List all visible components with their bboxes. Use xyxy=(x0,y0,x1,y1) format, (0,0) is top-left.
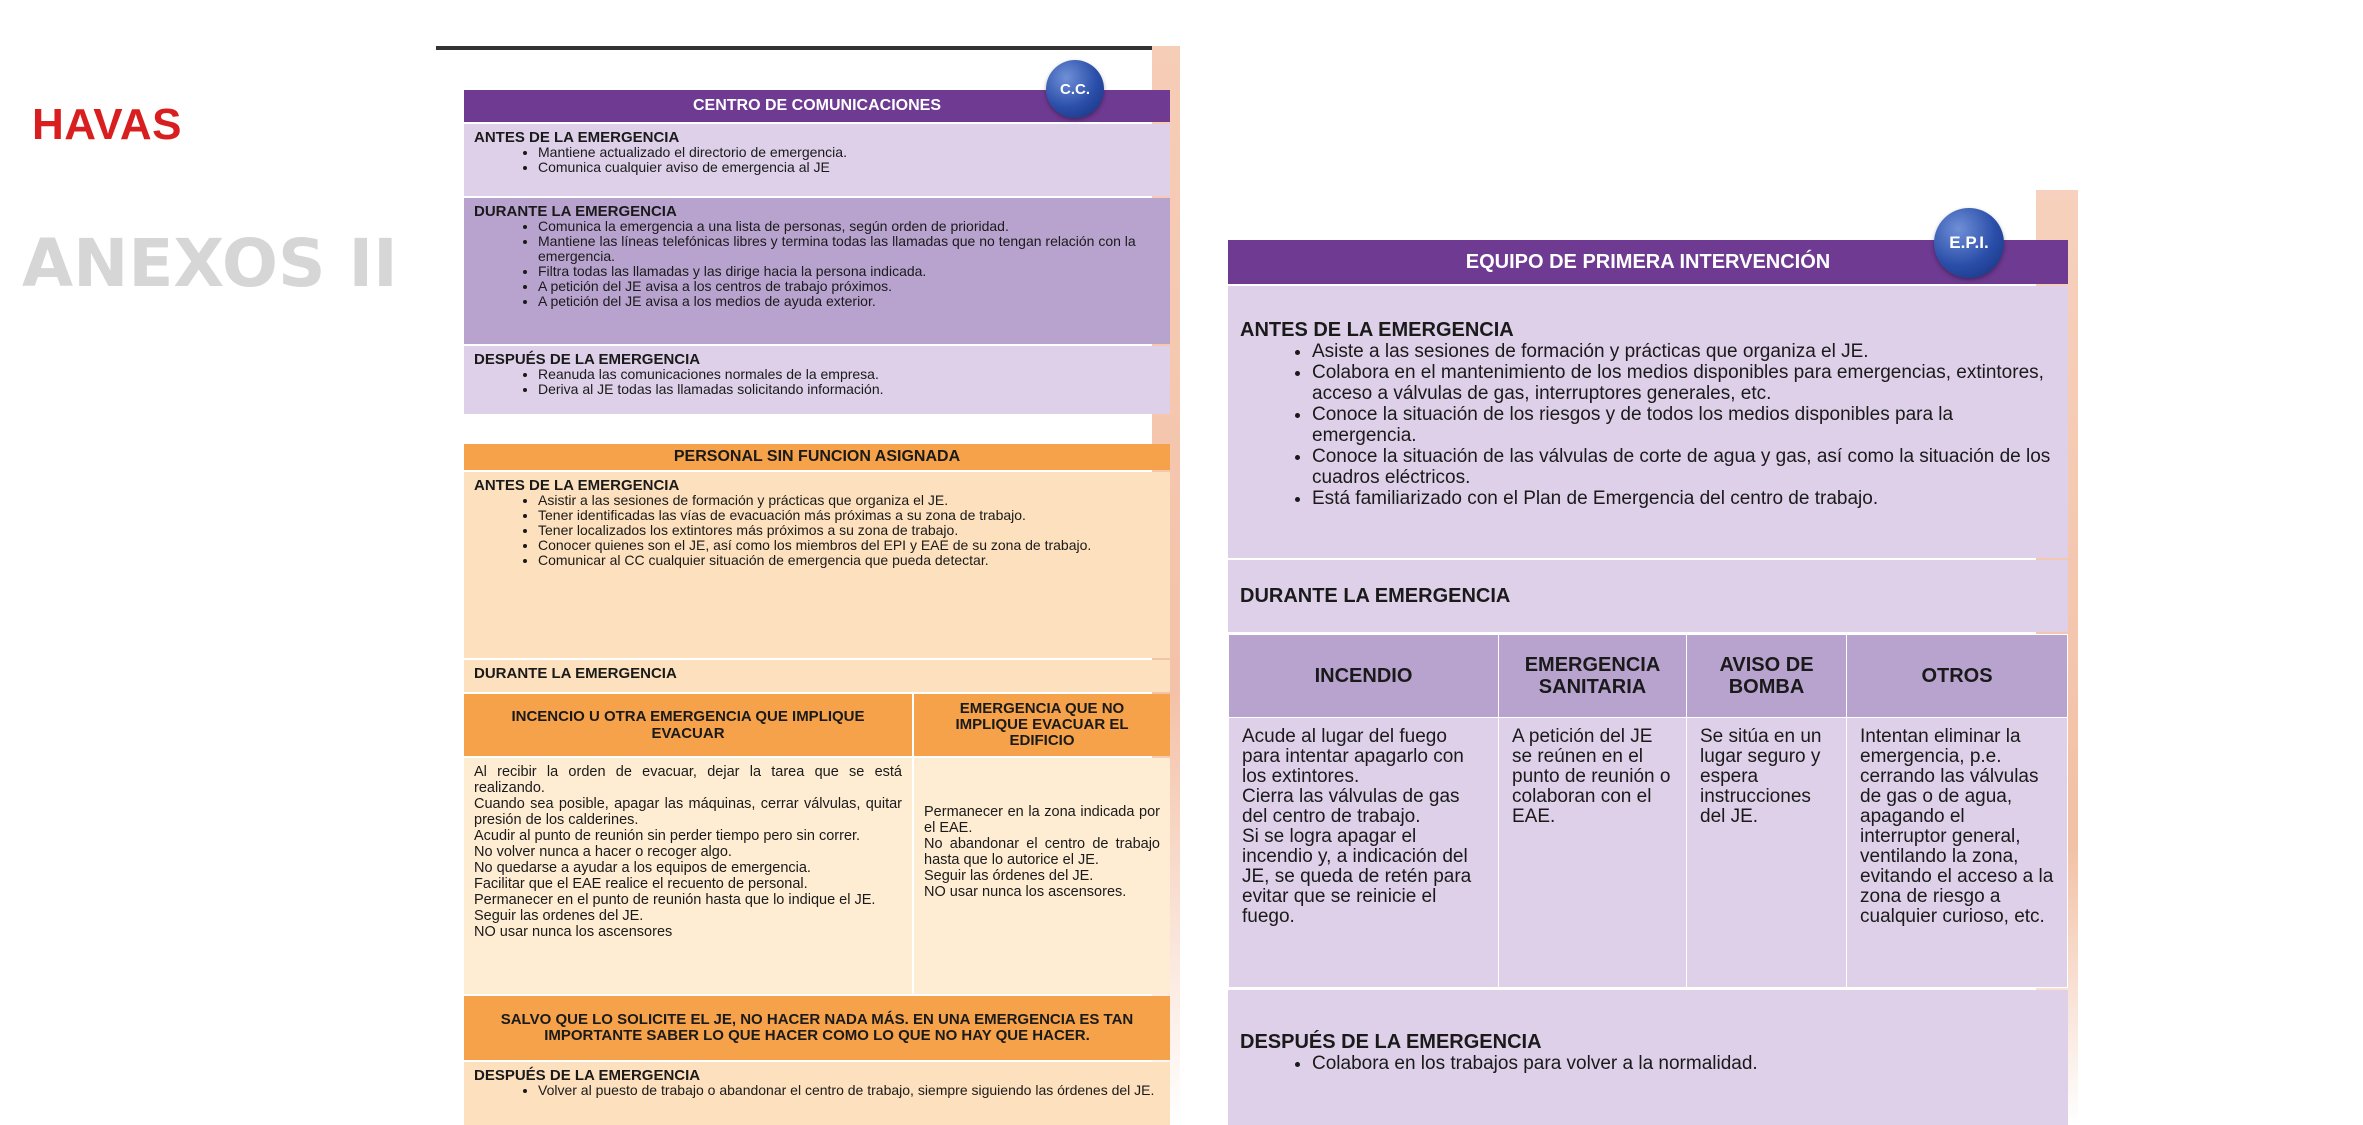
epi-antes-title: ANTES DE LA EMERGENCIA xyxy=(1240,319,1514,341)
table-header: INCENDIO xyxy=(1314,664,1413,687)
epi-table-header-cell xyxy=(1499,635,1687,718)
cc-header: CENTRO DE COMUNICACIONES xyxy=(464,90,1170,122)
epi-table-header-cell xyxy=(1847,635,2068,718)
table-line: A petición del JE se reúnen en el punto de reunión o colaboran con el EAE. xyxy=(1512,726,1671,827)
psfa-table-header xyxy=(464,694,1170,756)
list-item: • Volver al puesto de trabajo o abandonar el centro de trabajo, siempre siguiendo las órdenes del JE. xyxy=(538,1083,1160,1098)
table-cell xyxy=(1687,718,1847,988)
cc-badge: C.C. xyxy=(1046,60,1104,118)
list-item: • Filtra todas las llamadas y las dirige hacia la persona indicada. xyxy=(538,264,1160,279)
list-item: • Tener identificadas las vías de evacuación más próximas a su zona de trabajo. xyxy=(538,508,1160,523)
epi-despues-title: DESPUÉS DE LA EMERGENCIA xyxy=(1240,1031,1542,1053)
psfa-table-body xyxy=(464,758,1170,994)
table-line: evitando el acceso a la zona de riesgo a cualquier curioso, etc. xyxy=(1860,866,2054,927)
cc-durante-block xyxy=(464,198,1170,344)
list-item: • Comunica cualquier aviso de emergencia al JE xyxy=(538,160,1160,175)
table-line: Facilitar que el EAE realice el recuento de personal. xyxy=(474,876,808,892)
epi-table xyxy=(1228,634,2068,988)
list-item: • Colabora en el mantenimiento de los medios disponibles para emergencias, extintores, acceso a válvulas de gas, interruptores generales, etc. xyxy=(1312,362,2056,404)
psfa-despues-title: DESPUÉS DE LA EMERGENCIA xyxy=(474,1067,701,1084)
cc-despues-block xyxy=(464,346,1170,414)
table-line: Seguir las órdenes del JE. xyxy=(924,868,1094,884)
list-item: • Conocer quienes son el JE, así como los miembros del EPI y EAE de su zona de trabajo. xyxy=(538,538,1160,553)
table-line: No abandonar el centro de trabajo hasta que lo autorice el JE. xyxy=(924,836,1160,868)
psfa-antes-title: ANTES DE LA EMERGENCIA xyxy=(474,477,680,494)
epi-despues-block xyxy=(1228,990,2068,1125)
list-item: • Conoce la situación de las válvulas de corte de agua y gas, así como la situación de los cuadros eléctricos. xyxy=(1312,446,2056,488)
cc-psfa-document xyxy=(436,46,1180,1125)
table-line: Acudir al punto de reunión sin perder tiempo pero sin correr. xyxy=(474,828,861,844)
list-item: • Mantiene actualizado el directorio de emergencia. xyxy=(538,145,1160,160)
list-item: • Tener localizados los extintores más próximos a su zona de trabajo. xyxy=(538,523,1160,538)
table-header: OTROS xyxy=(1921,664,1993,687)
list-item: • Asiste a las sesiones de formación y prácticas que organiza el JE. xyxy=(1312,341,2056,362)
table-line: No volver nunca a hacer o recoger algo. xyxy=(474,844,732,860)
table-header: EMERGENCIA SANITARIA xyxy=(1524,654,1661,698)
table-line: NO usar nunca los ascensores xyxy=(474,924,673,940)
psfa-durante-title: DURANTE LA EMERGENCIA xyxy=(474,665,677,682)
table-line: Acude al lugar del fuego para intentar apagarlo con los extintores. xyxy=(1242,726,1464,787)
cc-durante-title: DURANTE LA EMERGENCIA xyxy=(474,203,677,220)
epi-antes-block xyxy=(1228,286,2068,558)
table-cell xyxy=(1229,718,1499,988)
havas-logo: HAVAS xyxy=(32,100,182,149)
psfa-col1-cell xyxy=(464,758,912,994)
psfa-col1-header: INCENCIO U OTRA EMERGENCIA QUE IMPLIQUE EVACUAR xyxy=(464,694,912,756)
table-header: AVISO DE BOMBA xyxy=(1719,654,1814,698)
epi-durante-block xyxy=(1228,560,2068,632)
epi-table-header-cell xyxy=(1687,635,1847,718)
psfa-header: PERSONAL SIN FUNCION ASIGNADA xyxy=(464,444,1170,470)
table-cell xyxy=(1847,718,2068,988)
epi-badge: E.P.I. xyxy=(1934,208,2004,278)
list-item: • Reanuda las comunicaciones normales de la empresa. xyxy=(538,367,1160,382)
list-item: • Colabora en los trabajos para volver a la normalidad. xyxy=(1312,1053,2056,1074)
psfa-col2-header: EMERGENCIA QUE NO IMPLIQUE EVACUAR EL EDIFICIO xyxy=(914,694,1170,756)
list-item: • A petición del JE avisa a los medios de ayuda exterior. xyxy=(538,294,1160,309)
table-line: Intentan eliminar la emergencia, p.e. cerrando las válvulas de gas o de agua, apagando el interruptor general, ventilando la zona, xyxy=(1860,726,2039,867)
table-cell xyxy=(1499,718,1687,988)
list-item: • Deriva al JE todas las llamadas solicitando información. xyxy=(538,382,1160,397)
table-line: Seguir las ordenes del JE. xyxy=(474,908,644,924)
table-line: Permanecer en la zona indicada por el EAE. xyxy=(924,804,1160,836)
table-line: Permanecer en el punto de reunión hasta que lo indique el JE. xyxy=(474,892,876,908)
cc-despues-title: DESPUÉS DE LA EMERGENCIA xyxy=(474,351,701,368)
epi-durante-title: DURANTE LA EMERGENCIA xyxy=(1240,584,1511,607)
psfa-durante-block xyxy=(464,660,1170,692)
epi-table-header-cell xyxy=(1229,635,1499,718)
psfa-warning: SALVO QUE LO SOLICITE EL JE, NO HACER NADA MÁS. EN UNA EMERGENCIA ES TAN IMPORTANTE SABER LO QUE HACER COMO LO QUE NO HAY QUE HACER. xyxy=(464,996,1170,1060)
psfa-col2-cell xyxy=(914,758,1170,994)
top-rule xyxy=(436,46,1180,50)
page-title: ANEXOS II xyxy=(22,225,398,302)
list-item: • Está familiarizado con el Plan de Emergencia del centro de trabajo. xyxy=(1312,488,2056,509)
cc-antes-block xyxy=(464,124,1170,196)
psfa-antes-block xyxy=(464,472,1170,658)
table-line: Cierra las válvulas de gas del centro de trabajo. xyxy=(1242,786,1460,827)
list-item: • Asistir a las sesiones de formación y prácticas que organiza el JE. xyxy=(538,493,1160,508)
epi-header: EQUIPO DE PRIMERA INTERVENCIÓN xyxy=(1228,240,2068,284)
table-line: Cuando sea posible, apagar las máquinas, cerrar válvulas, quitar presión de los calderines. xyxy=(474,796,902,828)
table-line: No quedarse a ayudar a los equipos de emergencia. xyxy=(474,860,811,876)
psfa-despues-block xyxy=(464,1062,1170,1125)
table-line: NO usar nunca los ascensores. xyxy=(924,884,1127,900)
list-item: • Mantiene las líneas telefónicas libres y termina todas las llamadas que no tengan relación con la emergencia. xyxy=(538,234,1160,264)
table-line: Al recibir la orden de evacuar, dejar la tarea que se está realizando. xyxy=(474,764,902,796)
list-item: • Comunica la emergencia a una lista de personas, según orden de prioridad. xyxy=(538,219,1160,234)
list-item: • Conoce la situación de los riesgos y de todos los medios disponibles para la emergencia. xyxy=(1312,404,2056,446)
table-line: Se sitúa en un lugar seguro y espera instrucciones del JE. xyxy=(1700,726,1822,827)
list-item: • Comunicar al CC cualquier situación de emergencia que pueda detectar. xyxy=(538,553,1160,568)
list-item: • A petición del JE avisa a los centros de trabajo próximos. xyxy=(538,279,1160,294)
table-line: Si se logra apagar el incendio y, a indicación del JE, se queda de retén para evitar que se reinicie el fuego. xyxy=(1242,826,1472,927)
epi-document xyxy=(1228,190,2078,1125)
cc-antes-title: ANTES DE LA EMERGENCIA xyxy=(474,129,680,146)
